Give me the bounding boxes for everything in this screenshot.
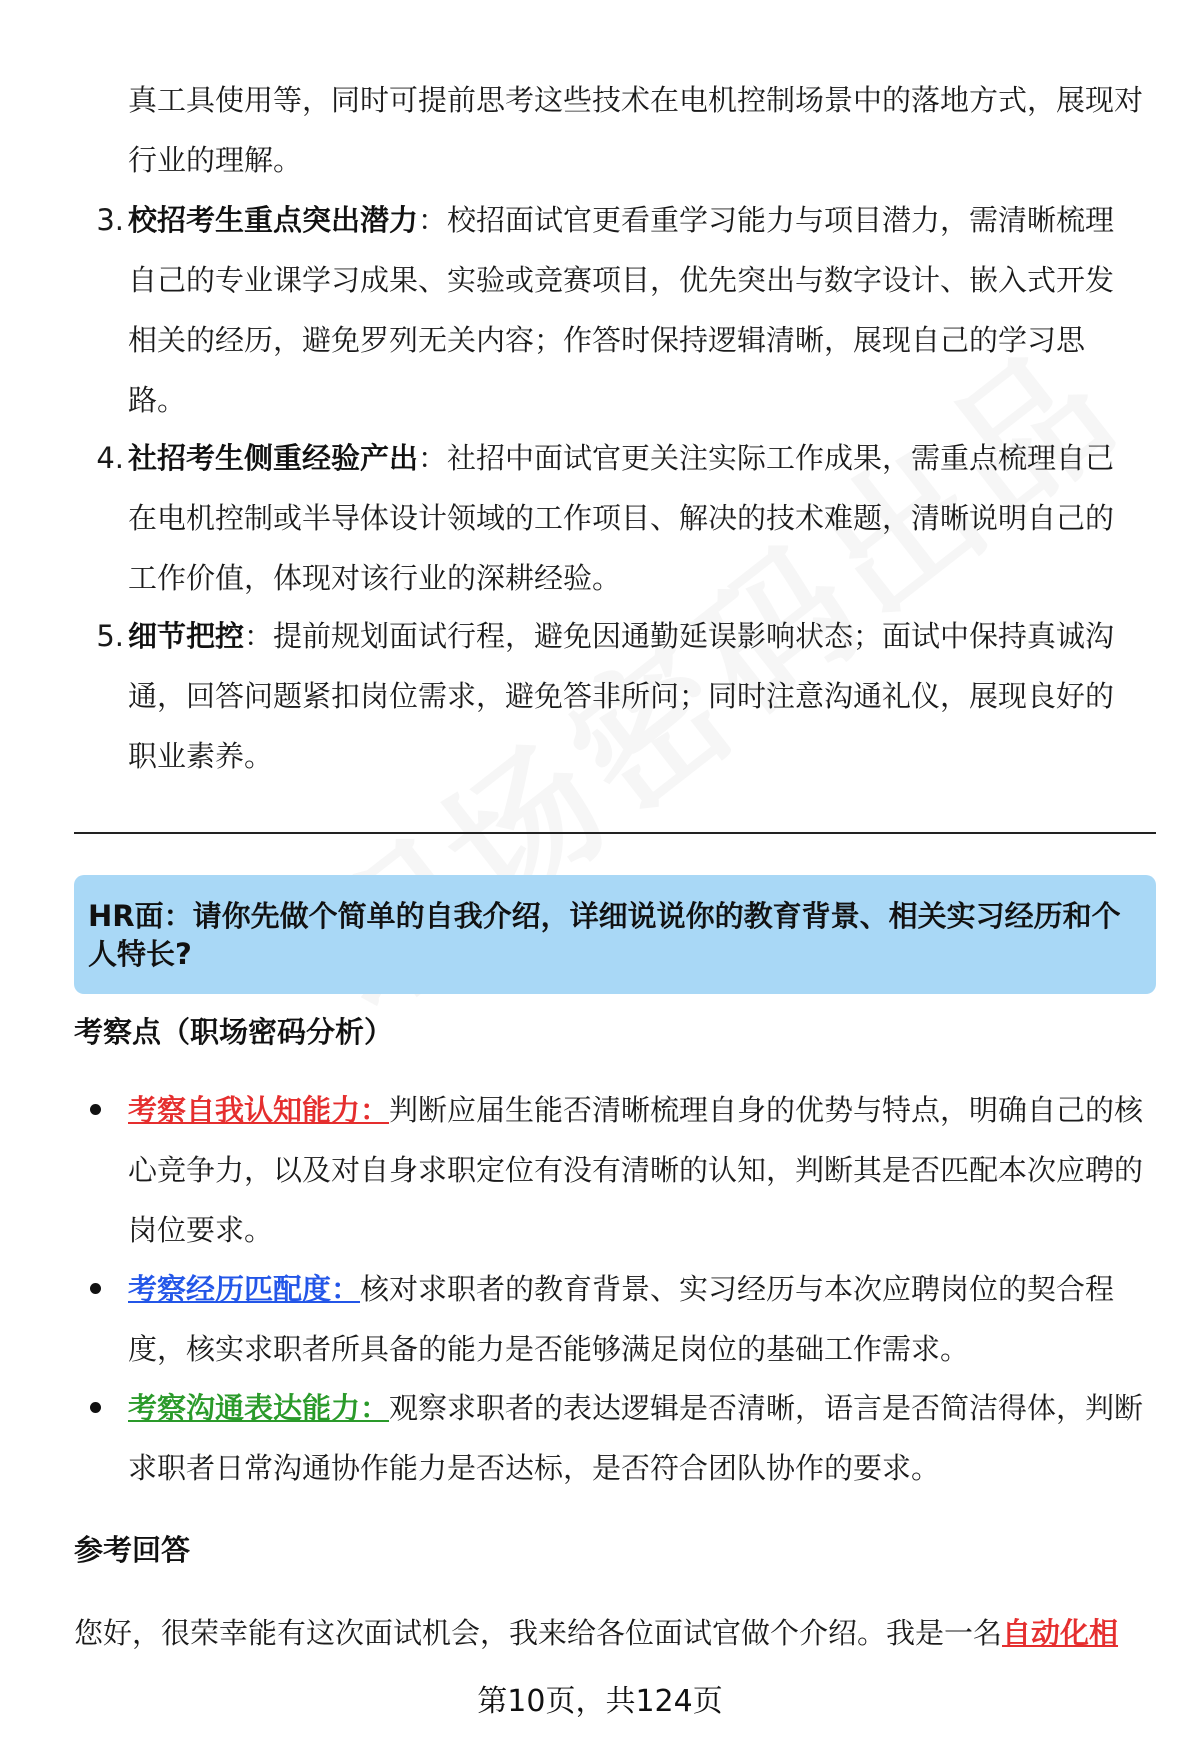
page-number: 第10页，共124页 bbox=[477, 1684, 723, 1719]
tip-item-5 bbox=[80, 606, 1140, 786]
bullet-icon bbox=[90, 1283, 101, 1294]
bullet-icon bbox=[90, 1402, 101, 1413]
assessment-label: 考察自我认知能力： bbox=[128, 1093, 390, 1127]
tip-text: ：社招中面试官更关注实际工作成果，需重点梳理自己在电机控制或半导体设计领域的工作项目、解决的技术难题，清晰说明自己的工作价值，体现对该行业的深耕经验。 bbox=[128, 441, 1115, 595]
assessment-text: 观察求职者的表达逻辑是否清晰，语言是否简洁得体，判断求职者日常沟通协作能力是否达标，是否符合团队协作的要求。 bbox=[128, 1391, 1144, 1485]
tip-number: 5. bbox=[96, 619, 124, 653]
tip-text: ：校招面试官更看重学习能力与项目潜力，需清晰梳理自己的专业课学习成果、实验或竞赛项目，优先突出与数字设计、嵌入式开发相关的经历，避免罗列无关内容；作答时保持逻辑清晰，展现自己的学习思路。 bbox=[128, 203, 1115, 417]
answer-text: 您好，很荣幸能有这次面试机会，我来给各位面试官做个介绍。我是一名 bbox=[74, 1616, 1003, 1650]
hr-question: HR面：请你先做个简单的自我介绍，详细说说你的教育背景、相关实习经历和个人特长? bbox=[88, 899, 1121, 971]
assessment-label: 考察沟通表达能力： bbox=[128, 1391, 390, 1425]
tip-number: 3. bbox=[96, 203, 124, 237]
assessment-heading: 考察点（职场密码分析） bbox=[74, 1015, 394, 1049]
tip-title: 社招考生侧重经验产出 bbox=[128, 441, 419, 475]
assessment-text: 判断应届生能否清晰梳理自身的优势与特点，明确自己的核心竞争力，以及对自身求职定位有没有清晰的认知，判断其是否匹配本次应聘的岗位要求。 bbox=[128, 1093, 1144, 1247]
answer-highlight: 自动化相 bbox=[1002, 1616, 1119, 1650]
assessment-point-communication bbox=[90, 1378, 1155, 1498]
tip-text: ：提前规划面试行程，避免因通勤延误影响状态；面试中保持真诚沟通，回答问题紧扣岗位需求，避免答非所问；同时注意沟通礼仪，展现良好的职业素养。 bbox=[128, 619, 1115, 773]
tip-item-4 bbox=[80, 428, 1140, 608]
assessment-label: 考察经历匹配度： bbox=[128, 1272, 361, 1306]
answer-paragraph bbox=[74, 1603, 1164, 1663]
tip-title: 校招考生重点突出潜力 bbox=[128, 203, 419, 237]
assessment-point-self-awareness bbox=[90, 1080, 1155, 1260]
tip-title: 细节把控 bbox=[128, 619, 245, 653]
bullet-icon bbox=[90, 1104, 101, 1115]
tip-item-3 bbox=[80, 190, 1140, 430]
intro-continuation: 真工具使用等，同时可提前思考这些技术在电机控制场景中的落地方式，展现对行业的理解。 bbox=[128, 83, 1144, 177]
hr-question-box bbox=[74, 875, 1156, 994]
section-divider bbox=[74, 832, 1156, 834]
assessment-point-experience-match bbox=[90, 1259, 1155, 1379]
assessment-text: 核对求职者的教育背景、实习经历与本次应聘岗位的契合程度，核实求职者所具备的能力是否能够满足岗位的基础工作需求。 bbox=[128, 1272, 1115, 1366]
tip-number: 4. bbox=[96, 441, 124, 475]
reference-heading: 参考回答 bbox=[74, 1533, 191, 1567]
